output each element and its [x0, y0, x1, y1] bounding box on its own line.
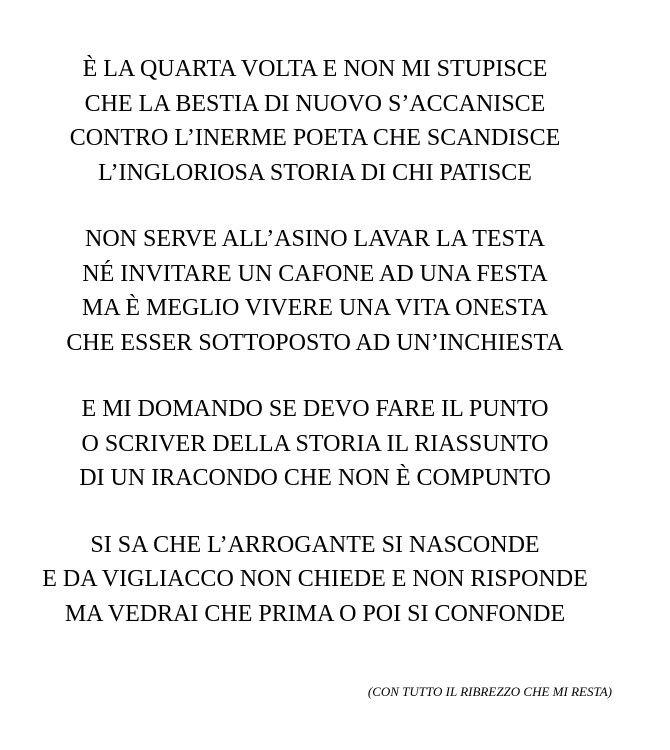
poem	[0, 52, 630, 663]
poem-line: CONTRO L’INERME POETA CHE SCANDISCE	[69, 125, 561, 151]
signature-note: (CON TUTTO IL RIBREZZO CHE MI RESTA)	[367, 684, 612, 699]
poem-line: MA VEDRAI CHE PRIMA O POI SI CONFONDE	[64, 600, 566, 627]
stanza-1	[0, 52, 630, 190]
poem-line: E DA VIGLIACCO NON CHIEDE E NON RISPONDE	[42, 566, 588, 592]
poem-line: DI UN IRACONDO CHE NON È COMPUNTO	[79, 465, 551, 491]
stanza-2	[0, 222, 630, 360]
poem-line: CHE ESSER SOTTOPOSTO AD UN’INCHIESTA	[66, 329, 564, 356]
stanza-4	[0, 528, 630, 632]
poem-line: SI SA CHE L’ARROGANTE SI NASCONDE	[90, 531, 540, 558]
poem-line: E MI DOMANDO SE DEVO FARE IL PUNTO	[81, 396, 549, 422]
poem-line: CHE LA BESTIA DI NUOVO S’ACCANISCE	[84, 90, 546, 117]
poem-line: O SCRIVER DELLA STORIA IL RIASSUNTO	[81, 430, 549, 457]
poem-line: L’INGLORIOSA STORIA DI CHI PATISCE	[98, 159, 532, 186]
stanza-3	[0, 392, 630, 496]
poem-line: MA È MEGLIO VIVERE UNA VITA ONESTA	[82, 295, 548, 321]
poem-line: NÉ INVITARE UN CAFONE AD UNA FESTA	[82, 260, 548, 287]
poem-line: NON SERVE ALL’ASINO LAVAR LA TESTA	[85, 226, 545, 252]
poem-line: È LA QUARTA VOLTA E NON MI STUPISCE	[82, 56, 548, 82]
